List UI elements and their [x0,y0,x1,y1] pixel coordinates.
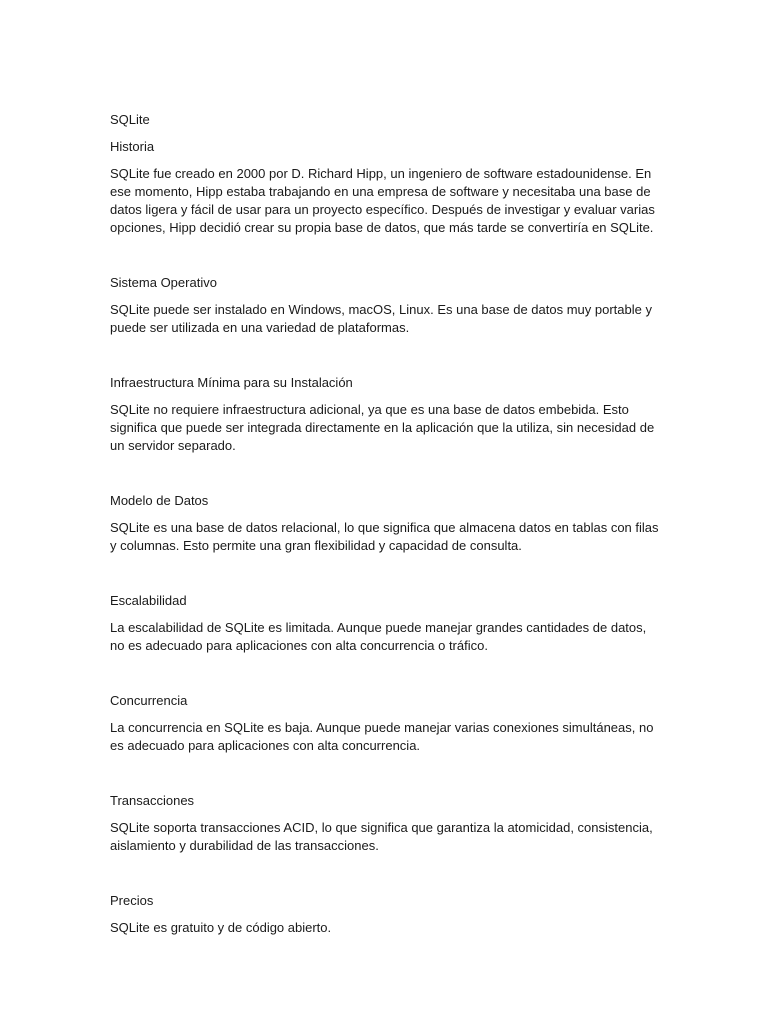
document-page [110,111,662,937]
section-text: SQLite puede ser instalado en Windows, macOS, Linux. Es una base de datos muy portable y puede ser utilizada en una variedad de plataformas. [110,302,652,335]
section-heading: Infraestructura Mínima para su Instalación [110,375,353,390]
section-infraestructura [110,374,662,455]
section-concurrencia [110,692,662,755]
section-heading: Historia [110,139,155,154]
section-text: SQLite es gratuito y de código abierto. [110,920,332,935]
section-transacciones [110,792,662,855]
section-text: SQLite soporta transacciones ACID, lo que significa que garantiza la atomicidad, consistencia, aislamiento y durabilidad de las transacciones. [110,820,653,853]
section-heading: Transacciones [110,793,195,808]
section-text: SQLite fue creado en 2000 por D. Richard Hipp, un ingeniero de software estadounidense. En ese momento, Hipp estaba trabajando en una empresa de software y necesitaba una base de datos ligera y fácil de usar para un proyecto específico. Después de investigar y evaluar varias opciones, Hipp decidió crear su propia base de datos, que más tarde se convertiría en SQLite. [110,166,655,235]
section-sistema-operativo [110,274,662,337]
section-escalabilidad [110,592,662,655]
section-modelo-de-datos [110,492,662,555]
section-heading: Modelo de Datos [110,493,209,508]
section-heading: Concurrencia [110,693,188,708]
section-historia [110,138,662,237]
section-text: SQLite no requiere infraestructura adicional, ya que es una base de datos embebida. Esto significa que puede ser integrada directamente en la aplicación que la utiliza, sin necesidad de un servidor separado. [110,402,655,453]
section-text: La concurrencia en SQLite es baja. Aunque puede manejar varias conexiones simultáneas, no es adecuado para aplicaciones con alta concurrencia. [110,720,654,753]
section-heading: Escalabilidad [110,593,187,608]
section-heading: Sistema Operativo [110,275,217,290]
document-title: SQLite [110,112,150,127]
section-text: SQLite es una base de datos relacional, lo que significa que almacena datos en tablas con filas y columnas. Esto permite una gran flexibilidad y capacidad de consulta. [110,520,659,553]
section-precios [110,892,662,937]
section-text: La escalabilidad de SQLite es limitada. Aunque puede manejar grandes cantidades de datos, no es adecuado para aplicaciones con alta concurrencia o tráfico. [110,620,647,653]
section-heading: Precios [110,893,154,908]
